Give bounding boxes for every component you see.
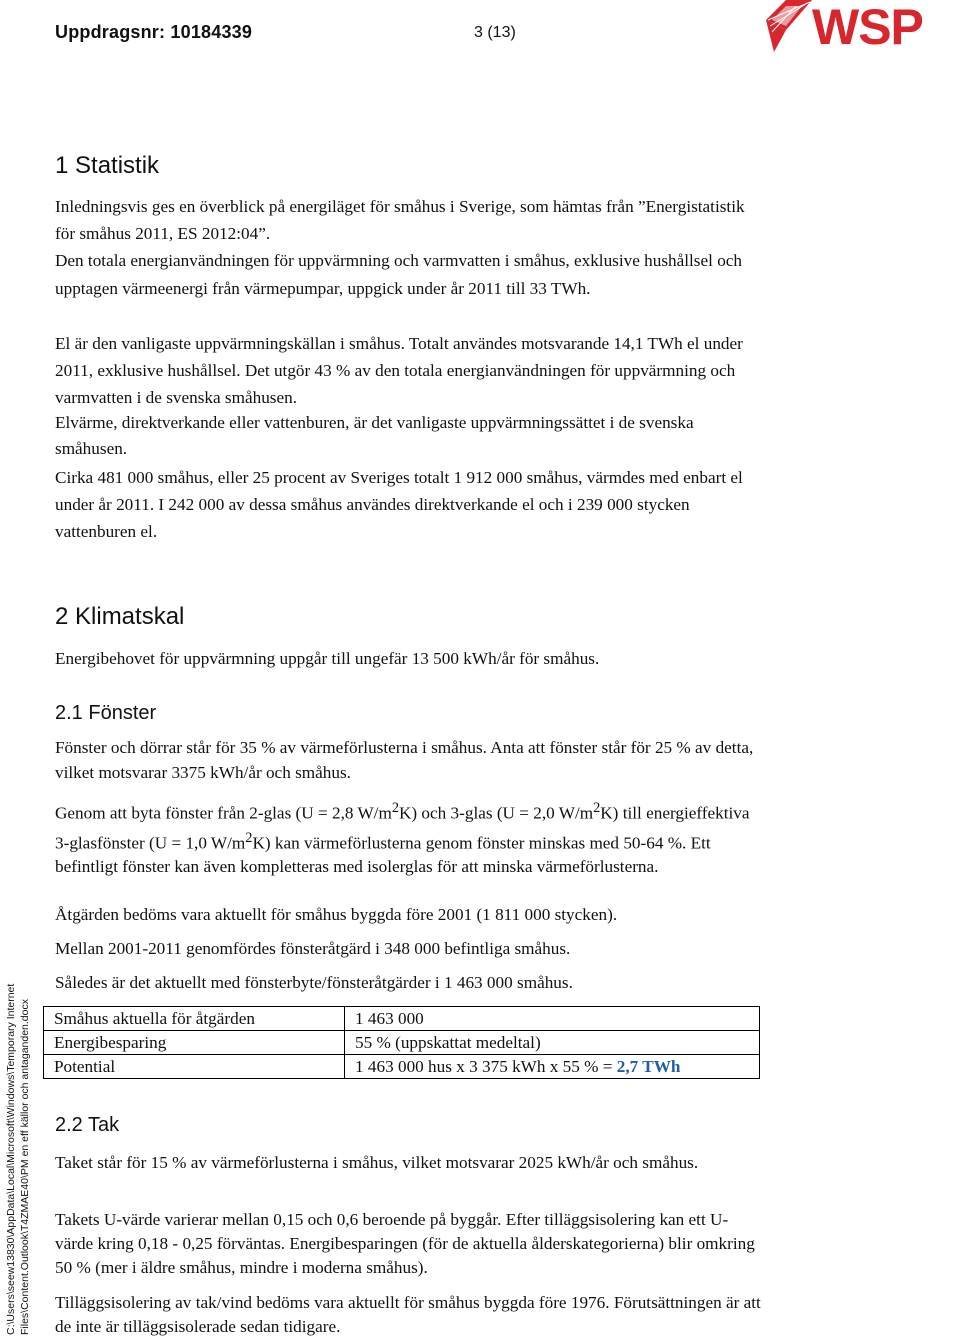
assignment-number: Uppdragsnr: 10184339 — [55, 22, 253, 42]
paragraph-electric-heating: Elvärme, direktverkande eller vattenburen, är det vanligaste uppvärmningssättet i de svenska småhusen. — [55, 413, 694, 458]
table-cell-value: 55 % (uppskattat medeltal) — [345, 1031, 760, 1055]
paragraph-intro: Inledningsvis ges en överblick på energiläget för småhus i Sverige, som hämtas från ”Energistatistik för småhus 2011, ES 2012:04”. — [55, 197, 745, 243]
potential-result: 2,7 TWh — [616, 1057, 681, 1076]
paragraph-roof-losses: Taket står för 15 % av värmeförlusterna i småhus, vilket motsvarar 2025 kWh/år och småhus. — [55, 1153, 699, 1172]
paragraph-roof-insulation: Tilläggsisolering av tak/vind bedöms vara aktuellt för småhus byggda före 1976. Förutsättningen är att de inte är tilläggsisolerade sedan tidigare. — [55, 1293, 761, 1336]
table-cell-label: Småhus aktuella för åtgärden — [44, 1007, 345, 1031]
paragraph-total-energy: Den totala energianvändningen för uppvärmning och varmvatten i småhus, exklusive hushållsel och upptagen värmeenergi från värmepumpar, uppgick under år 2011 till 33 TWh. — [55, 251, 743, 298]
page-header — [0, 0, 960, 70]
paragraph-measures-remaining: Således är det aktuellt med fönsterbyte/fönsteråtgärder i 1 463 000 småhus. — [55, 973, 573, 992]
paragraph-energy-need: Energibehovet för uppvärmning uppgår till ungefär 13 500 kWh/år för småhus. — [55, 649, 600, 668]
section-2-2-heading: 2.2 Tak — [55, 1114, 120, 1136]
table-cell-value: 1 463 000 — [345, 1007, 760, 1031]
wsp-logo — [766, 0, 960, 56]
section-1-heading: 1 Statistik — [55, 152, 160, 179]
table-cell-label: Potential — [44, 1055, 345, 1079]
paragraph-window-losses: Fönster och dörrar står för 35 % av värmeförlusterna i småhus. Anta att fönster står för 25 % av detta, vilket motsvarar 3375 kWh/år och småhus. — [55, 738, 754, 782]
page-number: 3 (13) — [474, 24, 516, 41]
table-cell-value: 1 463 000 hus x 3 375 kWh x 55 % = 2,7 TWh — [345, 1055, 760, 1079]
table-row — [44, 1007, 760, 1031]
table-row — [44, 1031, 760, 1055]
file-path-line-2: Files\Content.Outlook\T4ZMAE40\PM en eff källor och antaganden.docx — [19, 999, 31, 1335]
table-cell-label: Energibesparing — [44, 1031, 345, 1055]
paragraph-roof-u-value: Takets U-värde varierar mellan 0,15 och 0,6 beroende på byggår. Efter tilläggsisolering kan ett U-värde kring 0,18 - 0,25 förväntas. Energibesparingen (för de aktuella ålderskategorierna) blir omkring 50 % (mer i äldre småhus, mindre i moderna småhus). — [55, 1210, 755, 1277]
paragraph-houses-count: Cirka 481 000 småhus, eller 25 procent av Sveriges totalt 1 912 000 småhus, värmdes med enbart el under år 2011. I 242 000 av dessa småhus användes direktverkande el och i 239 000 stycken vattenburen el. — [55, 468, 743, 541]
paragraph-electricity: El är den vanligaste uppvärmningskällan i småhus. Totalt användes motsvarande 14,1 TWh el under 2011, exklusive hushållsel. Det utgör 43 % av den totala energianvändningen för uppvärmning och varmvatten i de svenska småhusen. — [55, 334, 743, 407]
paragraph-window-upgrade: Genom att byta fönster från 2-glas (U = 2,8 $W/m^2K$) och 3-glas (U = 2,0 $W/m^2K$) till energieffektiva 3-glasfönster (U = 1,0 $W/m^2K$) kan värmeförlusterna genom fönster minskas med 50-64 %. Ett befintligt fönster kan även kompletteras med isolerglas för att minska värmeförlusterna. — [55, 800, 750, 877]
window-potential-table — [43, 1006, 760, 1079]
section-2-heading: 2 Klimatskal — [55, 603, 185, 630]
file-path-line-1: C:\Users\seew13830\AppData\Local\Microsoft\Windows\Temporary Internet — [5, 983, 17, 1335]
paragraph-measures-done: Mellan 2001-2011 genomfördes fönsteråtgärd i 348 000 befintliga småhus. — [55, 939, 571, 958]
table-row — [44, 1055, 760, 1079]
wsp-logo-mark — [766, 0, 812, 52]
logo-wordmark: WSP — [812, 0, 923, 55]
paragraph-measure-relevance: Åtgärden bedöms vara aktuellt för småhus byggda före 2001 (1 811 000 stycken). — [55, 905, 618, 924]
file-path-sidebar — [4, 950, 44, 1335]
section-2-1-heading: 2.1 Fönster — [55, 702, 157, 724]
